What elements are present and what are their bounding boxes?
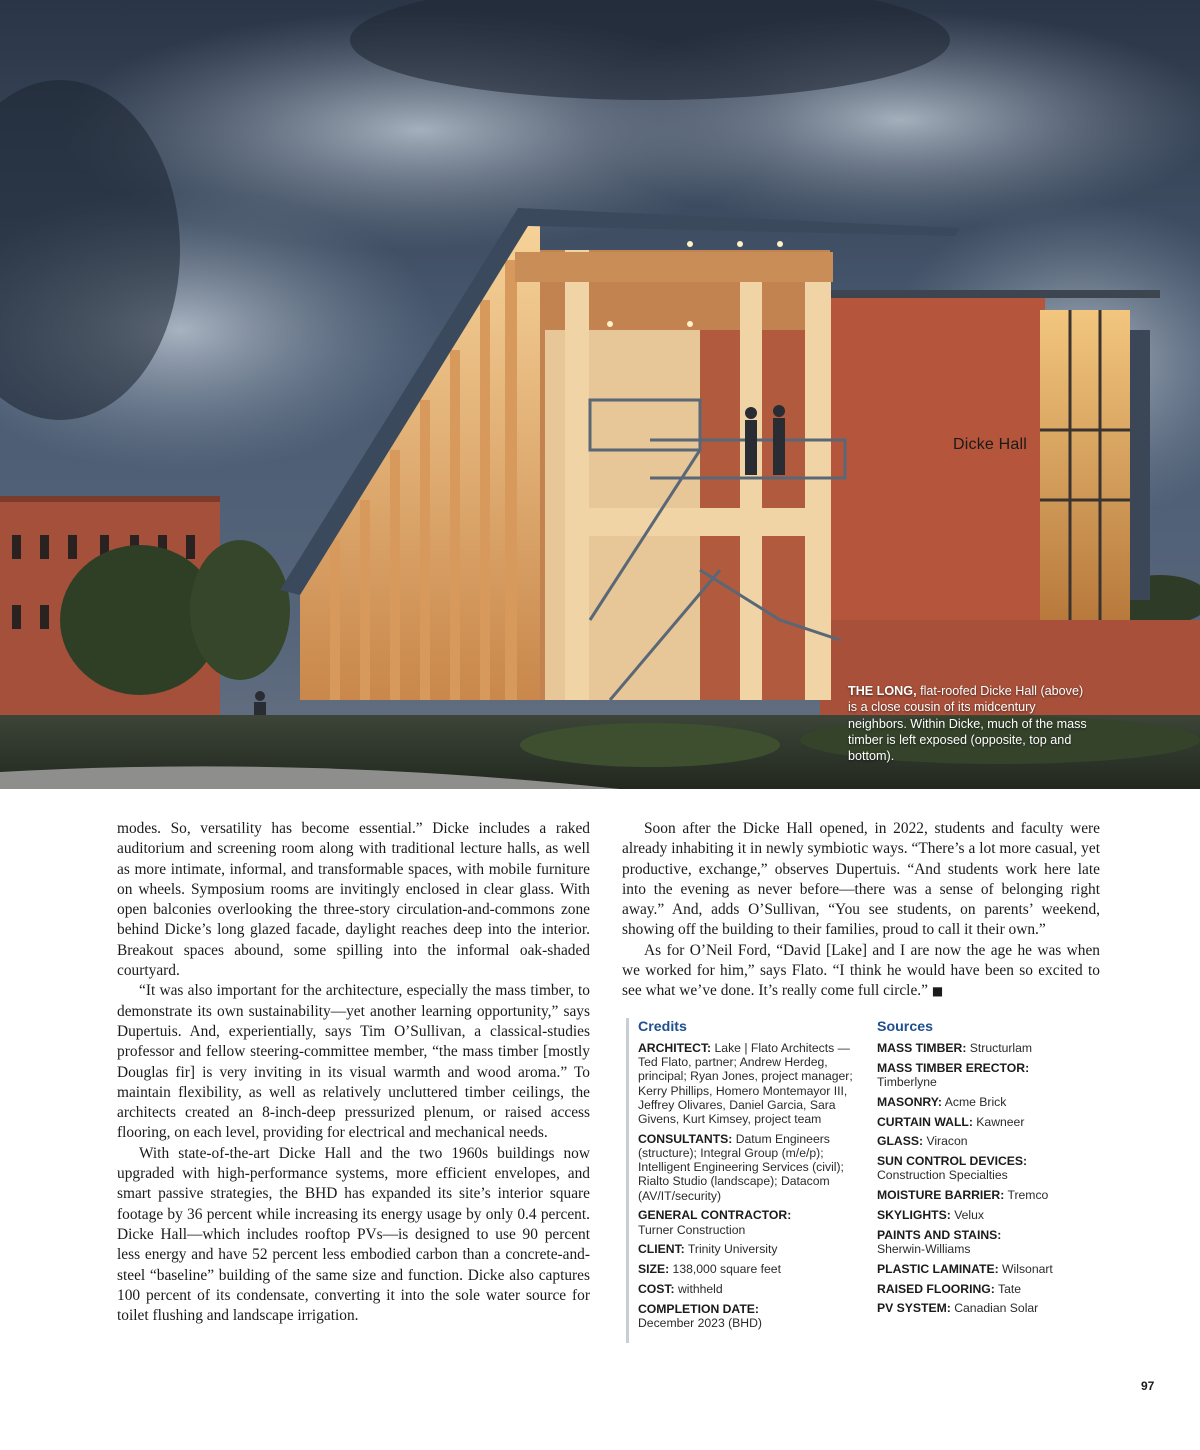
source-value: Structurlam — [969, 1041, 1033, 1055]
source-label: PLASTIC LAMINATE: — [877, 1261, 999, 1276]
credit-label: CLIENT: — [638, 1242, 685, 1257]
source-value: Kawneer — [976, 1114, 1025, 1129]
source-entry — [877, 1115, 1099, 1129]
source-label: PV SYSTEM: — [877, 1301, 951, 1316]
credit-label: SIZE: — [638, 1262, 670, 1277]
end-mark: ■ — [931, 984, 944, 999]
photo-caption — [848, 683, 1088, 764]
credit-entry — [638, 1041, 860, 1126]
credit-label: COST: — [638, 1282, 675, 1297]
source-label: SKYLIGHTS: — [877, 1207, 951, 1222]
final-paragraph-text: As for O’Neil Ford, “David [Lake] and I are now the age he was when we worked for him,” says Flato. “I think he would have been so excited to see what we’ve done. It’s really come full circle.” — [622, 941, 1100, 1000]
source-entry — [877, 1134, 1099, 1148]
credit-value: 138,000 square feet — [672, 1262, 781, 1277]
credit-value: Datum Engineers (structure); Integral Group (m/e/p); Intelligent Engineering Services (civil); Rialto Studio (landscape); Datacom (AV/IT/security) — [638, 1131, 844, 1203]
credit-label: GENERAL CONTRACTOR: — [638, 1208, 792, 1223]
source-label: GLASS: — [877, 1134, 924, 1149]
source-entry — [877, 1262, 1099, 1276]
source-entry — [877, 1228, 1099, 1256]
article-paragraph: With state-of-the-art Dicke Hall and the two 1960s buildings now upgraded with high-performance systems, more efficient envelopes, and smart passive strategies, the BHD has expanded its site’s interior square footage by 36 percent while increasing its energy usage by only 0.4 percent. Dicke Hall—which includes rooftop PVs—is designed to use 90 percent less energy and have 52 percent less embodied carbon than a concrete-and-steel “baseline” building of the same size and function. Dicke also captures 100 percent of its condensate, converting it into the sole water source for toilet flushing and landscape irrigation. — [117, 1144, 590, 1325]
source-label: RAISED FLOORING: — [877, 1281, 995, 1296]
credit-entry — [638, 1242, 860, 1256]
credit-value: Lake | Flato Architects — Ted Flato, partner; Andrew Herdeg, principal; Ryan Jones, project manager; Kerry Phillips, Homero Montemayor III, Jeffrey Olivares, Daniel Garcia, Sara Givens, Kurt Kimsey, project team — [638, 1041, 853, 1127]
article-column-right — [622, 819, 1100, 1002]
article-paragraph: Soon after the Dicke Hall opened, in 2022, students and faculty were already inhabiting it in newly symbiotic ways. “There’s a lot more casual, yet productive, exchange,” observes Dupertuis. “And students work here late into the evening as never before—there was a sense of belonging right away.” And, adds O’Sullivan, “You see students, on parents’ weekend, showing off the building to their families, proud to call it their own.” — [622, 820, 1100, 939]
credit-entry — [638, 1302, 860, 1330]
credit-value: Trinity University — [687, 1242, 778, 1257]
credit-label: COMPLETION DATE: — [638, 1301, 759, 1316]
source-entry — [877, 1154, 1099, 1182]
credits-box — [638, 1018, 860, 1336]
source-label: MASONRY: — [877, 1094, 942, 1109]
source-entry — [877, 1061, 1099, 1089]
credit-entry — [638, 1262, 860, 1276]
source-entry — [877, 1301, 1099, 1315]
source-label: PAINTS AND STAINS: — [877, 1227, 1002, 1242]
source-value: Canadian Solar — [954, 1301, 1039, 1316]
credits-rule — [626, 1018, 629, 1343]
source-entry — [877, 1208, 1099, 1222]
credit-label: CONSULTANTS: — [638, 1131, 733, 1146]
source-entry — [877, 1095, 1099, 1109]
source-value: Tremco — [1007, 1188, 1049, 1203]
building-sign: Dicke Hall — [953, 436, 1028, 453]
source-entry — [877, 1282, 1099, 1296]
caption-text: flat-roofed Dicke Hall (above) is a close cousin of its midcentury neighbors. Within Dicke, much of the mass timber is left exposed (opposite, top and bottom). — [848, 684, 1087, 764]
sources-heading: Sources — [877, 1019, 933, 1035]
credit-entry — [638, 1282, 860, 1296]
source-value: Wilsonart — [1002, 1261, 1053, 1276]
source-label: SUN CONTROL DEVICES: — [877, 1154, 1028, 1169]
source-value: Tate — [997, 1281, 1022, 1296]
source-value: Timberlyne — [877, 1075, 937, 1089]
source-value: Sherwin-Williams — [877, 1241, 971, 1256]
credit-value: withheld — [677, 1282, 723, 1297]
credits-heading: Credits — [638, 1019, 687, 1035]
source-value: Construction Specialties — [877, 1168, 1008, 1183]
credit-entry — [638, 1208, 860, 1236]
source-label: MASS TIMBER: — [877, 1041, 967, 1055]
credit-value: December 2023 (BHD) — [638, 1316, 762, 1331]
credit-value: Turner Construction — [638, 1222, 746, 1237]
source-label: MOISTURE BARRIER: — [877, 1188, 1005, 1203]
source-value: Velux — [954, 1207, 985, 1222]
source-entry — [877, 1188, 1099, 1202]
article-column-left — [117, 819, 590, 1326]
page-number: 97 — [1141, 1379, 1155, 1393]
article-paragraph: “It was also important for the architecture, especially the mass timber, to demonstrate its own sustainability—yet another learning opportunity,” says Dupertuis. And, experientially, says Tim O’Sullivan, a classical-studies professor and fellow steering-committee member, “the mass timber [mostly Douglas fir] is very inviting in its visual warmth and wood aroma.” To maintain flexibility, as well as relatively uncluttered timber ceilings, the architects created an 8-inch-deep pressurized plenum, or raised access flooring, on each level, providing for electrical and mechanical needs. — [117, 982, 590, 1142]
credit-label: ARCHITECT: — [638, 1041, 712, 1055]
source-entry — [877, 1041, 1099, 1055]
sources-box — [877, 1018, 1099, 1321]
article-paragraph: modes. So, versatility has become essential.” Dicke includes a raked auditorium and screening room along with traditional lecture halls, as well as more intimate, informal, and transformable spaces, with mobile furniture on wheels. Symposium rooms are invitingly enclosed in clear glass. With open balconies overlooking the three-story circulation-and-commons zone behind Dicke’s long glazed facade, daylight reaches deep into the interior. Breakout spaces abound, some spilling into the informal oak-shaded courtyard. — [117, 820, 590, 980]
article-paragraph-final — [622, 941, 1100, 1002]
credit-entry — [638, 1132, 860, 1203]
caption-lead: THE LONG, — [848, 684, 917, 698]
source-label: MASS TIMBER ERECTOR: — [877, 1060, 1030, 1075]
source-value: Viracon — [926, 1134, 968, 1149]
source-value: Acme Brick — [944, 1094, 1007, 1109]
source-label: CURTAIN WALL: — [877, 1114, 973, 1129]
